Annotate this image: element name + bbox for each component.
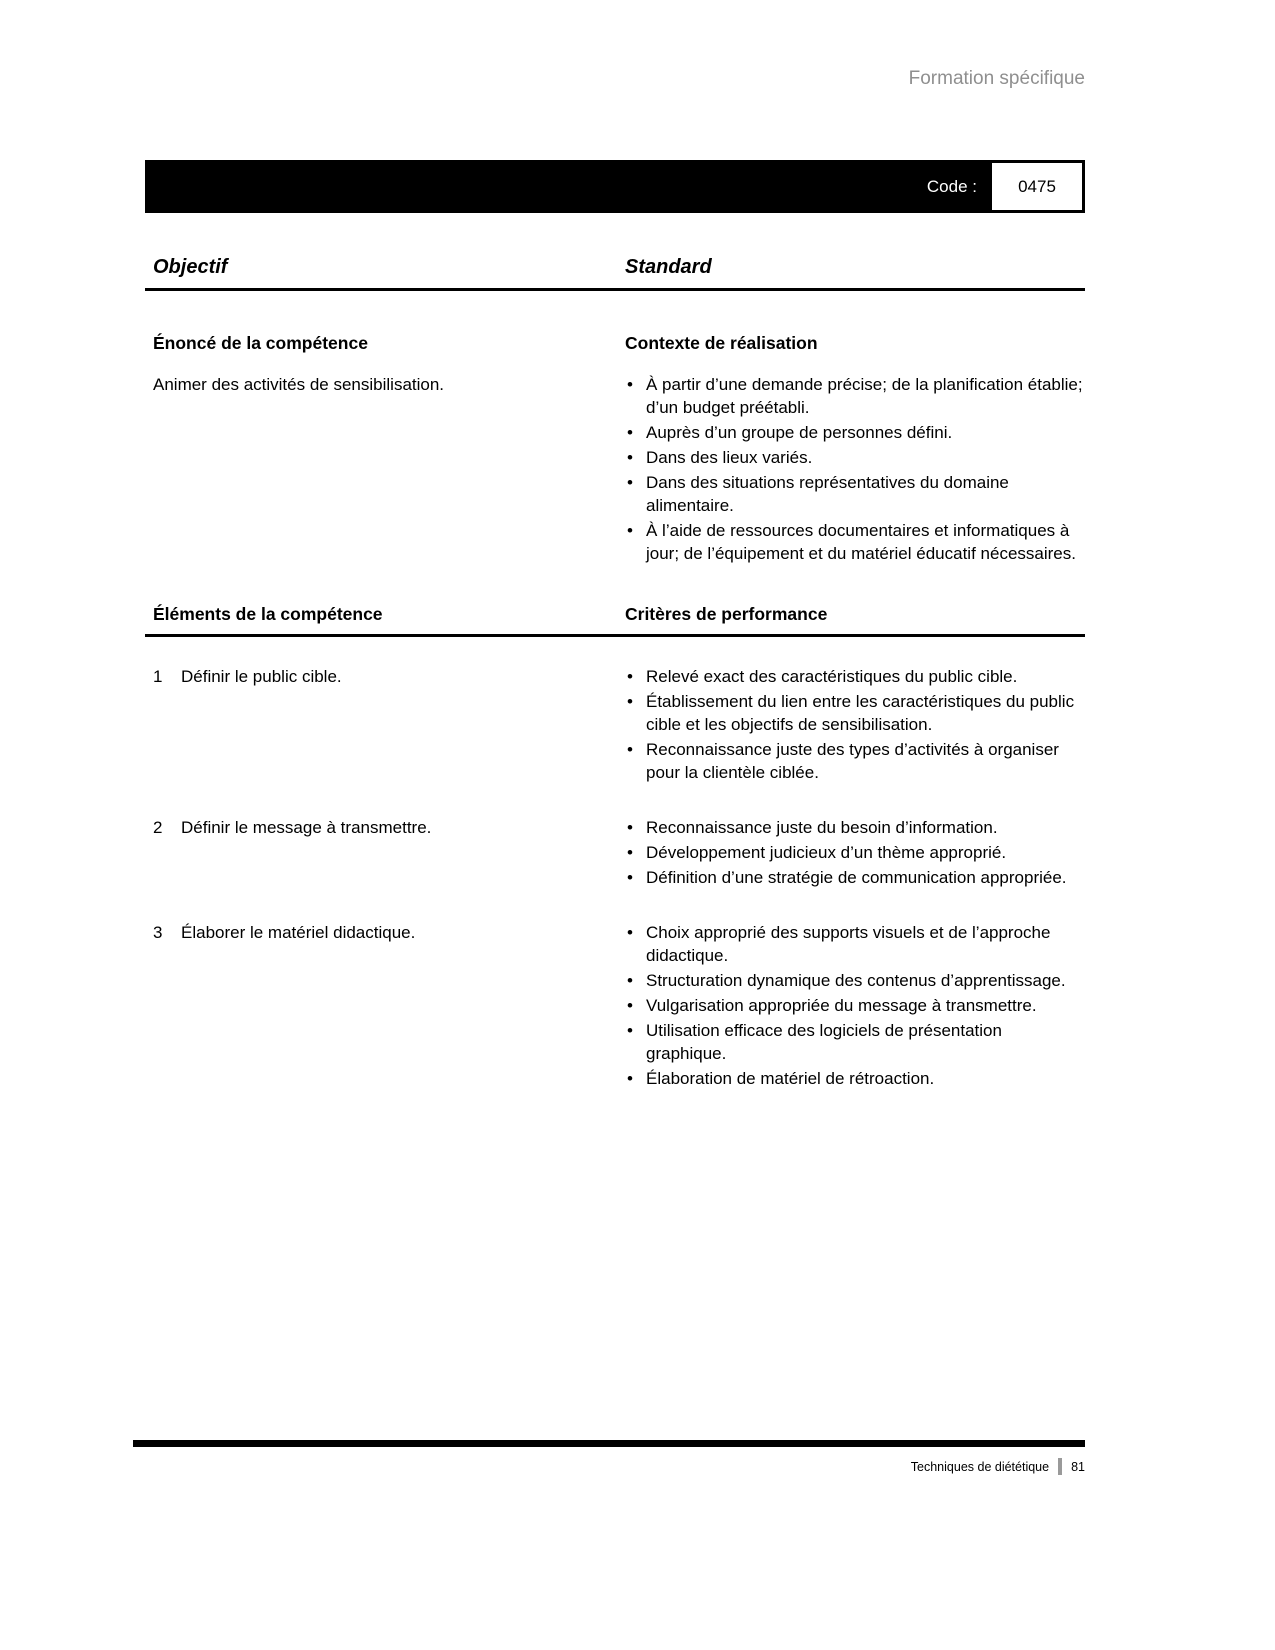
page-header-note: Formation spécifique [908,68,1085,89]
criteria-cell [625,921,1085,1092]
criteria-cell [625,665,1085,786]
element-row-2 [145,816,1085,891]
bullet-item: • Établissement du lien entre les caractéristiques du public cible et les objectifs de sensibilisation. [625,690,1083,736]
contexte-heading: Contexte de réalisation [625,333,818,353]
bullet-item: • À l’aide de ressources documentaires et informatiques à jour; de l’équipement et du matériel éducatif nécessaires. [625,519,1083,565]
code-bar [145,160,1085,213]
element-text: Élaborer le matériel didactique. [181,923,416,942]
element-cell [145,921,625,1092]
bullet-item: • Structuration dynamique des contenus d’apprentissage. [625,969,1083,992]
bullet-item: • Choix approprié des supports visuels et de l’approche didactique. [625,921,1083,967]
footer-rule [133,1440,1085,1447]
page-content [145,0,1085,1092]
code-label: Code : [926,176,977,196]
bullet-item: • Dans des lieux variés. [625,446,1083,469]
bullet-item: • À partir d’une demande précise; de la planification établie; d’un budget préétabli. [625,373,1083,419]
element-number: 1 [153,667,163,686]
element-cell [145,816,625,891]
bullet-item: • Développement judicieux d’un thème approprié. [625,841,1083,864]
bullet-item: • Dans des situations représentatives du domaine alimentaire. [625,471,1083,517]
bullet-item: • Reconnaissance juste du besoin d’information. [625,816,1083,839]
competence-context-row [145,332,1085,567]
element-row-3 [145,921,1085,1092]
footer-page-number: 81 [1071,1459,1085,1474]
bullet-item: • Utilisation efficace des logiciels de présentation graphique. [625,1019,1083,1065]
column-header-objectif: Objectif [153,256,228,278]
criteria-cell [625,816,1085,891]
bullet-item: • Relevé exact des caractéristiques du public cible. [625,665,1083,688]
competence-statement: Animer des activités de sensibilisation. [153,375,445,394]
bullet-item: • Élaboration de matériel de rétroaction. [625,1067,1083,1090]
section-header-row [145,603,1085,637]
competence-heading: Énoncé de la compétence [153,333,368,353]
element-text: Définir le message à transmettre. [181,818,432,837]
criteria-list [625,816,1083,889]
contexte-cell [625,332,1085,567]
criteria-list [625,665,1083,784]
column-header-standard: Standard [625,256,712,278]
footer-divider [1058,1458,1062,1475]
element-cell [145,665,625,786]
contexte-bullets [625,373,1083,565]
bullet-item: • Reconnaissance juste des types d’activités à organiser pour la clientèle ciblée. [625,738,1083,784]
criteres-heading: Critères de performance [625,604,828,624]
criteria-list [625,921,1083,1090]
bullet-item: • Définition d’une stratégie de communication appropriée. [625,866,1083,889]
code-value: 0475 [992,163,1082,210]
footer-program: Techniques de diététique [910,1459,1050,1474]
element-number: 3 [153,923,163,942]
competence-cell [145,332,625,567]
column-header-row [145,255,1085,291]
bullet-item: • Vulgarisation appropriée du message à transmettre. [625,994,1083,1017]
element-row-1 [145,665,1085,786]
element-text: Définir le public cible. [181,667,342,686]
footer [911,1458,1085,1475]
element-number: 2 [153,818,163,837]
bullet-item: • Auprès d’un groupe de personnes défini. [625,421,1083,444]
elements-heading: Éléments de la compétence [153,604,383,624]
